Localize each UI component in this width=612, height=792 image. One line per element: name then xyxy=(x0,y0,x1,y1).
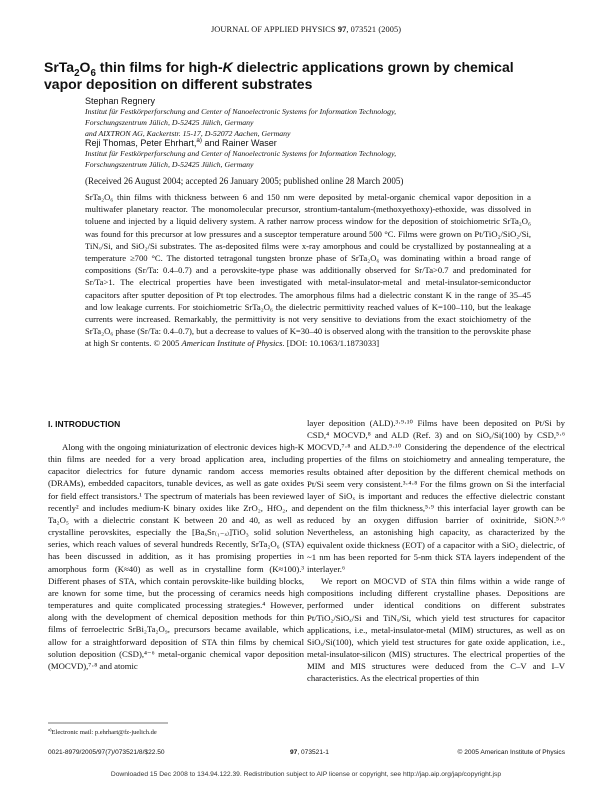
section-heading: I. INTRODUCTION xyxy=(48,419,121,429)
paragraph: layer deposition (ALD).³·⁹·¹⁰ Films have been deposited on Pt/Si by CSD,⁴ MOCVD,⁸ and ALD (Ref. 3) and on SiOₓ/Si(100) by CSD,⁵·⁶ MOCVD,⁷·⁸ and ALD.⁹·¹⁰ Considering the dependence of the electrical properties of the films on stoichiometry and annealing temperature, the results obtained after deposition by the different chemical methods on Pt/Si seem very consistent.³·⁴·⁸ For the films grown on Si the interfacial layer of SiOₓ is important and reduces the effective dielectric constant dependent on the film thickness,⁵·⁹ this interfacial layer growth can be reduced by an oxygen diffusion barrier of oxinitride, SiON.⁵·⁶ Nevertheless, an astonishing high capacity, as characterized by the equivalent oxide thickness (EOT) of a capacitor with a SiO₂ dielectric, of ~1 nm has been reported for 5-nm thick STA layers independent of the interlayer.⁶ xyxy=(307,418,565,574)
journal-header xyxy=(0,25,612,34)
abstract-copyright: American Institute of Physics. xyxy=(181,338,285,349)
author-name: Stephan Regnery xyxy=(85,96,156,106)
affiliation-line: Institut für Festkörperforschung and Center of Nanoelectronic Systems for Information Technology, xyxy=(85,149,397,158)
affiliation-line: Forschungszentrum Jülich, D-52425 Jülich, Germany xyxy=(85,160,254,169)
footnote xyxy=(48,726,157,736)
download-notice: Downloaded 15 Dec 2008 to 134.94.122.39. Redistribution subject to AIP license or copyright, see http://jap.aip.org/jap/copyright.jsp xyxy=(110,771,502,778)
paper-title xyxy=(44,59,584,93)
affiliation-line: Institut für Festkörperforschung and Center of Nanoelectronic Systems for Information Technology, xyxy=(85,107,397,116)
footnote-divider xyxy=(48,722,168,724)
title-line-1: $SrTa_2O_6$ thin films for high-K dielectric applications grown by chemical xyxy=(44,59,514,79)
received-dates: (Received 26 August 2004; accepted 26 January 2005; published online 28 March 2005) xyxy=(85,176,404,186)
left-column xyxy=(48,441,304,672)
footer-page: 97, 073521-1 xyxy=(290,749,329,756)
footer-copyright: © 2005 American Institute of Physics xyxy=(457,749,565,756)
paragraph: We report on MOCVD of STA thin films within a wide range of compositions including different crystalline phases. Depositions are performed under identical conditions on different substrates Pt/TiO₂/SiOₓ/Si and TiNₓ/Si, which yield test structures for capacitor applications, i.e., metal-insulator-metal (MIM) structures, as well as on SiOₓ/Si(100), which yield test structures for gate oxide application, i.e., metal-insulator-silicon (MIS) structures. The electrical properties of the MIM and MIS structures were deduced from the C–V and I–V characteristics. As the electrical properties of thin xyxy=(307,576,565,684)
footnote-mark: a) xyxy=(48,726,52,732)
affiliation-line: Forschungszentrum Jülich, D-52425 Jülich, Germany xyxy=(85,118,254,127)
author-block-2 xyxy=(85,138,565,170)
abstract xyxy=(85,191,531,350)
footnote-email[interactable]: Electronic mail: p.ehrhart@fz-juelich.de xyxy=(51,729,157,736)
paragraph: Along with the ongoing miniaturization of electronic devices high-K thin films are needed for a very broad application area, including capacitor dielectrics for future dynamic random access memories (DRAMs), embedded capacitors, tunable devices, as well as gate oxides for field effect transistors.¹ The spectrum of materials has been reviewed recently² and includes medium-K binary oxides like ZrO₂, HfO₂, and Ta₂O₅ with a dielectric constant K between 20 and 40, as well as crystalline perovskites, especially the [BaₓSr₍₁₋ₓ₎]TiO₃ solid solution series, which reach values of several hundreds Recently, SrTa₂O₆ (STA) has been discussed in addition, as it has promising properties in amorphous form (K≈40) as well as in crystalline form (K≈100).³ Different phases of STA, which contain perovskite-like building blocks, are known for some time, but the processing of ceramics needs high temperatures and quite complicated processing strategies.⁴ However, along with the development of chemical deposition methods for thin films of ferroelectric SrBi₂Ta₂O₉, precursors became available, which allow for a straightforward deposition of STA thin films by chemical solution deposition (CSD),⁴⁻⁶ metal-organic chemical vapor deposition (MOCVD),⁷·⁸ and atomic xyxy=(48,442,304,671)
author-block-1 xyxy=(85,96,565,139)
affiliation-line: and AIXTRON AG, Kackertstr. 15-17, D-52072 Aachen, Germany xyxy=(85,129,291,138)
journal-name: JOURNAL OF APPLIED PHYSICS xyxy=(210,25,336,34)
doi-link[interactable]: [DOI: 10.1063/1.1873033] xyxy=(284,338,380,349)
title-line-2: vapor deposition on different substrates xyxy=(44,76,313,92)
journal-volume: 97 xyxy=(337,25,347,34)
right-column xyxy=(307,417,565,684)
footer-issn: 0021-8979/2005/97(7)/073521/8/$22.50 xyxy=(48,749,165,756)
abstract-text: SrTa₂O₆ thin films with thickness between 6 and 150 nm were deposited by metal-organic chemical vapor deposition in a multiwafer planetary reactor. The monomolecular precursor, strontium-tantalum-(methoxyethoxy)-ethoxide, was dissolved in toluene and injected by a liquid delivery system. A rather narrow process window for the deposition of stoichiometric SrTa₂O₆ was found for this precursor at low pressures and a susceptor temperature around 500 °C. Films were grown on Pt/TiO₂/SiO₂/Si, TiNₓ/Si, and SiO₂/Si substrates. The as-deposited films were x-ray amorphous and could be crystallized by postannealing at a temperature ≥700 °C. The distorted tetragonal tungsten bronze phase of SrTa₂O₆ was dominating within a broad range of compositions (Sr/Ta: 0.4–0.7) and a perovskite-type phase was additionally observed for Sr/Ta>0.7 and predominated for Sr/Ta>1. The electrical properties have been investigated with metal-insulator-metal and metal-insulator-semiconductor capacitors after sputter deposition of Pt top electrodes. The amorphous films had a dielectric constant K in the range of 35–45 and low leakage currents. For stoichiometric SrTa₂O₆ the dielectric permittivity reached values of K=100–110, but the leakage currents were increased. Remarkably, the permittivity is not very sensitive to deviations from the exact stoichiometry of the SrTa₂O₆ phase (Sr/Ta: 0.4–0.7), but a decrease to values of K=30–40 is observed along with the transition to the perovskite phase at high Sr contents. © 2005 xyxy=(85,192,531,349)
author-names: Reji Thomas, Peter Ehrhart,$^{a)}$ and Rainer Waser xyxy=(85,137,277,148)
footnote-marker[interactable]: a) xyxy=(196,137,202,144)
journal-article-number: , 073521 (2005) xyxy=(346,25,402,34)
